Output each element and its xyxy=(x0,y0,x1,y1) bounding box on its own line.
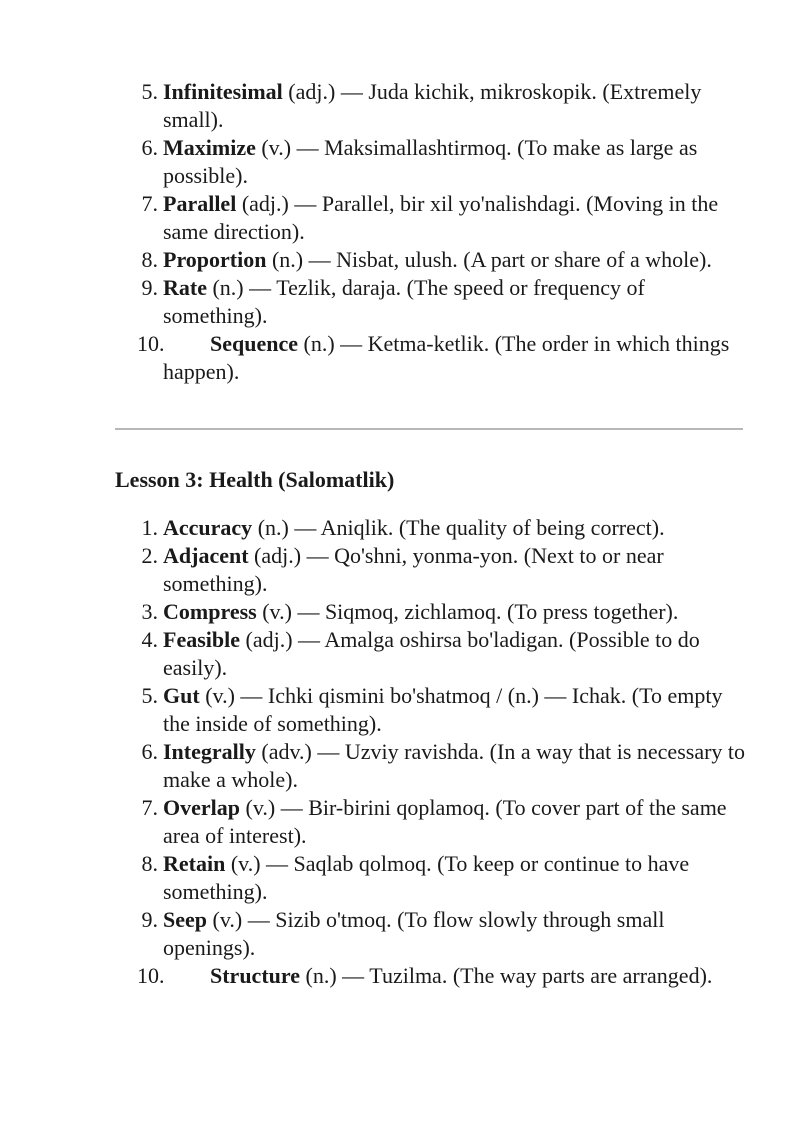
item-term: Sequence xyxy=(210,331,298,356)
vocabulary-list-previous xyxy=(0,78,800,386)
item-term: Maximize xyxy=(163,135,256,160)
item-term: Integrally xyxy=(163,739,256,764)
item-number: 9. xyxy=(141,907,158,932)
item-number: 7. xyxy=(141,795,158,820)
item-definition: (adj.) — Juda kichik, mikroskopik. (Extremely small). xyxy=(163,79,702,132)
list-item xyxy=(0,962,800,990)
item-definition: (n.) — Tezlik, daraja. (The speed or frequency of something). xyxy=(163,275,645,328)
item-number: 8. xyxy=(141,247,158,272)
item-number: 9. xyxy=(141,275,158,300)
item-definition: (v.) — Bir-birini qoplamoq. (To cover part of the same area of interest). xyxy=(163,795,727,848)
item-definition: (n.) — Nisbat, ulush. (A part or share of a whole). xyxy=(266,247,712,272)
list-item xyxy=(0,598,800,626)
list-item xyxy=(0,626,800,682)
item-definition: (n.) — Ketma-ketlik. (The order in which things happen). xyxy=(163,331,730,384)
item-term: Proportion xyxy=(163,247,267,272)
item-term: Gut xyxy=(163,683,200,708)
list-item xyxy=(0,850,800,906)
item-number: 1. xyxy=(141,515,158,540)
item-number: 2. xyxy=(141,543,158,568)
item-term: Adjacent xyxy=(163,543,249,568)
item-term: Compress xyxy=(163,599,257,624)
item-term: Overlap xyxy=(163,795,240,820)
item-number: 6. xyxy=(141,739,158,764)
item-number: 10. xyxy=(137,963,165,988)
item-number: 8. xyxy=(141,851,158,876)
item-number: 6. xyxy=(141,135,158,160)
item-definition: (adv.) — Uzviy ravishda. (In a way that is necessary to make a whole). xyxy=(163,739,746,792)
list-item xyxy=(0,246,800,274)
list-item xyxy=(0,274,800,330)
list-item xyxy=(0,78,800,134)
list-item xyxy=(0,906,800,962)
item-number: 7. xyxy=(141,191,158,216)
item-definition: (adj.) — Qo'shni, yonma-yon. (Next to or near something). xyxy=(163,543,664,596)
item-number: 10. xyxy=(137,331,165,356)
item-term: Infinitesimal xyxy=(163,79,283,104)
item-definition: (v.) — Siqmoq, zichlamoq. (To press together). xyxy=(256,599,679,624)
list-item xyxy=(0,542,800,598)
lesson-heading: Lesson 3: Health (Salomatlik) xyxy=(115,467,395,492)
item-definition: (v.) — Ichki qismini bo'shatmoq / (n.) — Ichak. (To empty the inside of something). xyxy=(163,683,723,736)
list-item xyxy=(0,514,800,542)
item-definition: (adj.) — Amalga oshirsa bo'ladigan. (Possible to do easily). xyxy=(163,627,700,680)
item-definition: (n.) — Aniqlik. (The quality of being correct). xyxy=(252,515,665,540)
item-term: Rate xyxy=(163,275,207,300)
vocabulary-list-lesson-3 xyxy=(0,514,800,990)
list-item xyxy=(0,190,800,246)
list-item xyxy=(0,738,800,794)
item-number: 5. xyxy=(141,683,158,708)
item-number: 5. xyxy=(141,79,158,104)
list-item xyxy=(0,134,800,190)
item-term: Parallel xyxy=(163,191,237,216)
item-number: 4. xyxy=(141,627,158,652)
item-term: Seep xyxy=(163,907,207,932)
list-item xyxy=(0,682,800,738)
list-item xyxy=(0,794,800,850)
item-definition: (v.) — Maksimallashtirmoq. (To make as large as possible). xyxy=(163,135,698,188)
item-definition: (v.) — Sizib o'tmoq. (To flow slowly through small openings). xyxy=(163,907,665,960)
item-term: Accuracy xyxy=(163,515,253,540)
horizontal-divider xyxy=(115,428,743,430)
item-term: Structure xyxy=(210,963,301,988)
item-term: Feasible xyxy=(163,627,240,652)
item-term: Retain xyxy=(163,851,226,876)
item-definition: (v.) — Saqlab qolmoq. (To keep or continue to have something). xyxy=(163,851,690,904)
list-item xyxy=(0,330,800,386)
item-number: 3. xyxy=(141,599,158,624)
item-definition: (n.) — Tuzilma. (The way parts are arranged). xyxy=(300,963,713,988)
item-definition: (adj.) — Parallel, bir xil yo'nalishdagi. (Moving in the same direction). xyxy=(163,191,719,244)
